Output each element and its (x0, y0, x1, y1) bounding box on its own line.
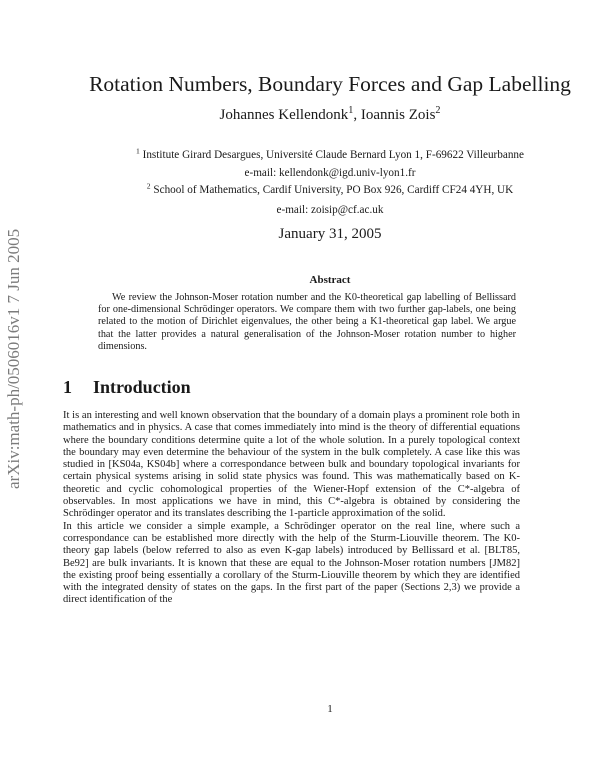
section-title: Introduction (93, 377, 191, 397)
page-number: 1 (327, 703, 333, 715)
affiliation-text: Institute Girard Desargues, Université Claude Bernard Lyon 1, F-69622 Villeurbanne (142, 149, 524, 161)
affiliation-1 (80, 146, 580, 161)
author-affiliation-marker: 1 (348, 105, 354, 116)
paragraph: It is an interesting and well known observation that the boundary of a domain plays a prominent role both in mathematics and in physics. A case that comes immediately into mind is the theory of differential equations where the boundary conditions determine quite a lot of the whole solution. In a purely topological context the boundary may even determine the behaviour of the system in the bulk completely. A case like this was studied in [KS04a, KS04b] where a correspondance between bulk and boundary topological invariants for certain physical systems arising in solid state physics was found. This was mathematically based on K-theoretic and cyclic cohomological properties of the Wiener-Hopf extension of the C*-algebra of observables. In most applications we have in mind, this C*-algebra is obtained by considering the Schrödinger operator and its translates describing the 1-particle approximation of the solid. (63, 410, 520, 520)
author-name: Johannes Kellendonk (219, 107, 349, 123)
author-affiliation-marker: 2 (435, 105, 441, 116)
author-line (50, 107, 600, 124)
affiliation-2-email: e-mail: zoisip@cf.ac.uk (276, 204, 384, 216)
paper-title: Rotation Numbers, Boundary Forces and Gap Labelling (89, 72, 571, 96)
body-text (63, 410, 520, 607)
author-separator: , (353, 107, 361, 123)
author-name: Ioannis Zois (360, 107, 436, 123)
abstract-text: We review the Johnson-Moser rotation number and the K0-theoretical gap labelling of Bellissard for one-dimensional Schrödinger operators. We compare them with two further gap-labels, one being related to the motion of Dirichlet eigenvalues, the other being a K1-theoretical gap label. We argue that the latter provides a natural generalisation of the Johnson-Moser rotation number to higher dimensions. (98, 292, 516, 352)
affiliation-marker: 2 (146, 181, 151, 191)
section-heading (63, 377, 191, 398)
arxiv-identifier-stamp: arXiv:math-ph/0506016v1 7 Jun 2005 (4, 228, 23, 490)
affiliation-1-email: e-mail: kellendonk@igd.univ-lyon1.fr (244, 167, 416, 179)
affiliation-2 (80, 181, 580, 196)
affiliation-marker: 1 (136, 146, 140, 156)
paper-date: January 31, 2005 (278, 226, 382, 242)
section-number: 1 (63, 377, 72, 397)
affiliation-text: School of Mathematics, Cardif University, PO Box 926, Cardiff CF24 4YH, UK (153, 184, 514, 196)
abstract-heading: Abstract (309, 274, 351, 286)
paragraph: In this article we consider a simple example, a Schrödinger operator on the real line, where such a correspondance can be established more directly with the help of the Sturm-Liouville theorem. The K0-theory gap labels (below referred to also as even K-gap labels) introduced by Bellissard et al. [BLT85, Be92] are bulk invariants. It is known that these are equal to the Johnson-Moser rotation numbers [JM82] the existing proof being essentially a corollary of the Sturm-Liouville theorem by which they are identified with the integrated density of states on the gaps. In the first part of the paper (Sections 2,3) we provide a direct identification of the (63, 520, 520, 606)
